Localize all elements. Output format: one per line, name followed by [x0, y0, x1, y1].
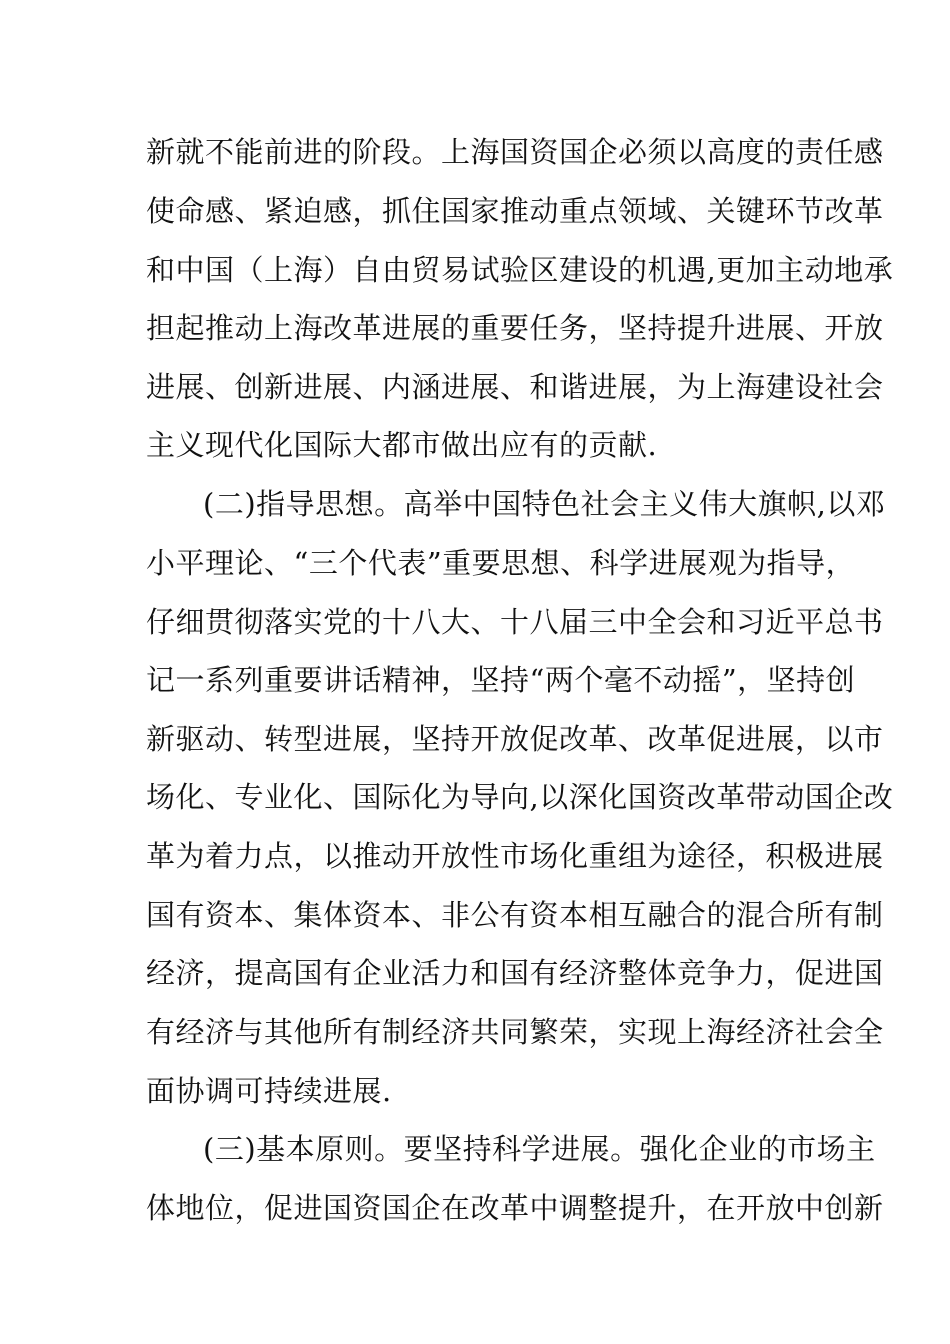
text-line: 和中国（上海）自由贸易试验区建设的机遇,更加主动地承 — [146, 253, 894, 287]
text-line: 革为着力点，以推动开放性市场化重组为途径，积极进展 — [146, 839, 884, 873]
text-line: 担起推动上海改革进展的重要任务，坚持提升进展、开放 — [146, 311, 884, 345]
text-line: 小平理论、“三个代表”重要思想、科学进展观为指导， — [146, 546, 856, 580]
section-heading-guiding-thought: (二)指导思想。高举中国特色社会主义伟大旗帜,以邓 — [203, 487, 886, 521]
text-line: 进展、创新进展、内涵进展、和谐进展，为上海建设社会 — [146, 370, 884, 404]
text-line: 新就不能前进的阶段。上海国资国企必须以高度的责任感 — [146, 135, 884, 169]
text-line: 主义现代化国际大都市做出应有的贡献. — [146, 428, 658, 462]
text-line: 记一系列重要讲话精神，坚持“两个毫不动摇”，坚持创 — [146, 663, 856, 697]
text-line: 经济，提高国有企业活力和国有经济整体竞争力，促进国 — [146, 956, 884, 990]
text-line: 场化、专业化、国际化为导向,以深化国资改革带动国企改 — [146, 780, 894, 814]
text-line: 使命感、紧迫感，抓住国家推动重点领域、关键环节改革 — [146, 194, 884, 228]
text-line: 国有资本、集体资本、非公有资本相互融合的混合所有制 — [146, 898, 884, 932]
text-line: 体地位，促进国资国企在改革中调整提升，在开放中创新 — [146, 1191, 884, 1225]
text-line: 仔细贯彻落实党的十八大、十八届三中全会和习近平总书 — [146, 605, 884, 639]
text-line: 新驱动、转型进展，坚持开放促改革、改革促进展，以市 — [146, 722, 884, 756]
text-line: 有经济与其他所有制经济共同繁荣，实现上海经济社会全 — [146, 1015, 884, 1049]
text-line: 面协调可持续进展. — [146, 1074, 392, 1108]
section-heading-basic-principles: (三)基本原则。要坚持科学进展。强化企业的市场主 — [203, 1132, 876, 1166]
